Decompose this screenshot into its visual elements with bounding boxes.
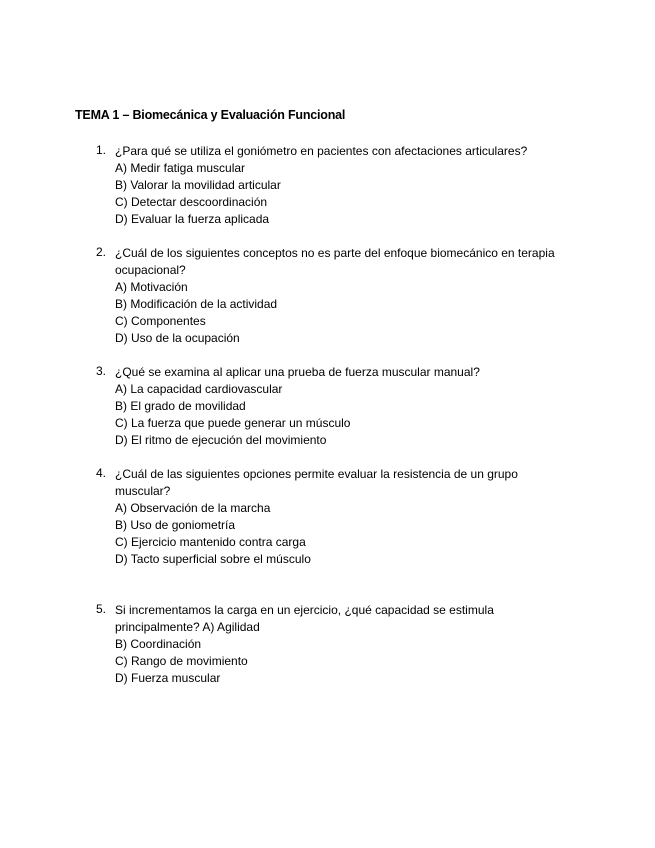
question-5 <box>96 602 566 687</box>
question-number: 5. <box>96 602 107 616</box>
question-text: ¿Para qué se utiliza el goniómetro en pacientes con afectaciones articulares? <box>115 144 528 158</box>
page-title: TEMA 1 – Biomecánica y Evaluación Funcional <box>75 108 346 122</box>
question-text: ¿Qué se examina al aplicar una prueba de fuerza muscular manual? <box>115 365 480 379</box>
question-number: 3. <box>96 364 107 378</box>
question-number: 2. <box>96 245 107 259</box>
question-4 <box>96 466 566 568</box>
question-number: 1. <box>96 143 107 157</box>
question-text: ¿Cuál de las siguientes opciones permite evaluar la resistencia de un grupo muscular? <box>115 467 518 498</box>
option-b: B) Uso de goniometría <box>115 518 236 532</box>
question-1 <box>96 143 566 228</box>
option-d: D) Uso de la ocupación <box>115 331 240 345</box>
option-d: D) El ritmo de ejecución del movimiento <box>115 433 327 447</box>
option-c: C) Ejercicio mantenido contra carga <box>115 535 306 549</box>
option-b: B) Modificación de la actividad <box>115 297 278 311</box>
option-c: C) Componentes <box>115 314 206 328</box>
question-3 <box>96 364 566 449</box>
option-b: B) Valorar la movilidad articular <box>115 178 281 192</box>
option-a: A) Observación de la marcha <box>115 501 271 515</box>
option-d: D) Tacto superficial sobre el músculo <box>115 552 311 566</box>
question-number: 4. <box>96 466 107 480</box>
question-text: ¿Cuál de los siguientes conceptos no es parte del enfoque biomecánico en terapia ocupacional? <box>115 246 555 277</box>
option-a: A) Medir fatiga muscular <box>115 161 246 175</box>
option-b: B) El grado de movilidad <box>115 399 246 413</box>
option-c: C) Rango de movimiento <box>115 654 248 668</box>
option-a: A) La capacidad cardiovascular <box>115 382 283 396</box>
option-d: D) Evaluar la fuerza aplicada <box>115 212 270 226</box>
option-a: A) Motivación <box>115 280 188 294</box>
question-2 <box>96 245 566 347</box>
option-c: C) Detectar descoordinación <box>115 195 268 209</box>
question-text: Si incrementamos la carga en un ejercicio, ¿qué capacidad se estimula principalmente? A) Agilidad <box>115 603 494 634</box>
option-d: D) Fuerza muscular <box>115 671 221 685</box>
option-c: C) La fuerza que puede generar un músculo <box>115 416 351 430</box>
option-b: B) Coordinación <box>115 637 202 651</box>
